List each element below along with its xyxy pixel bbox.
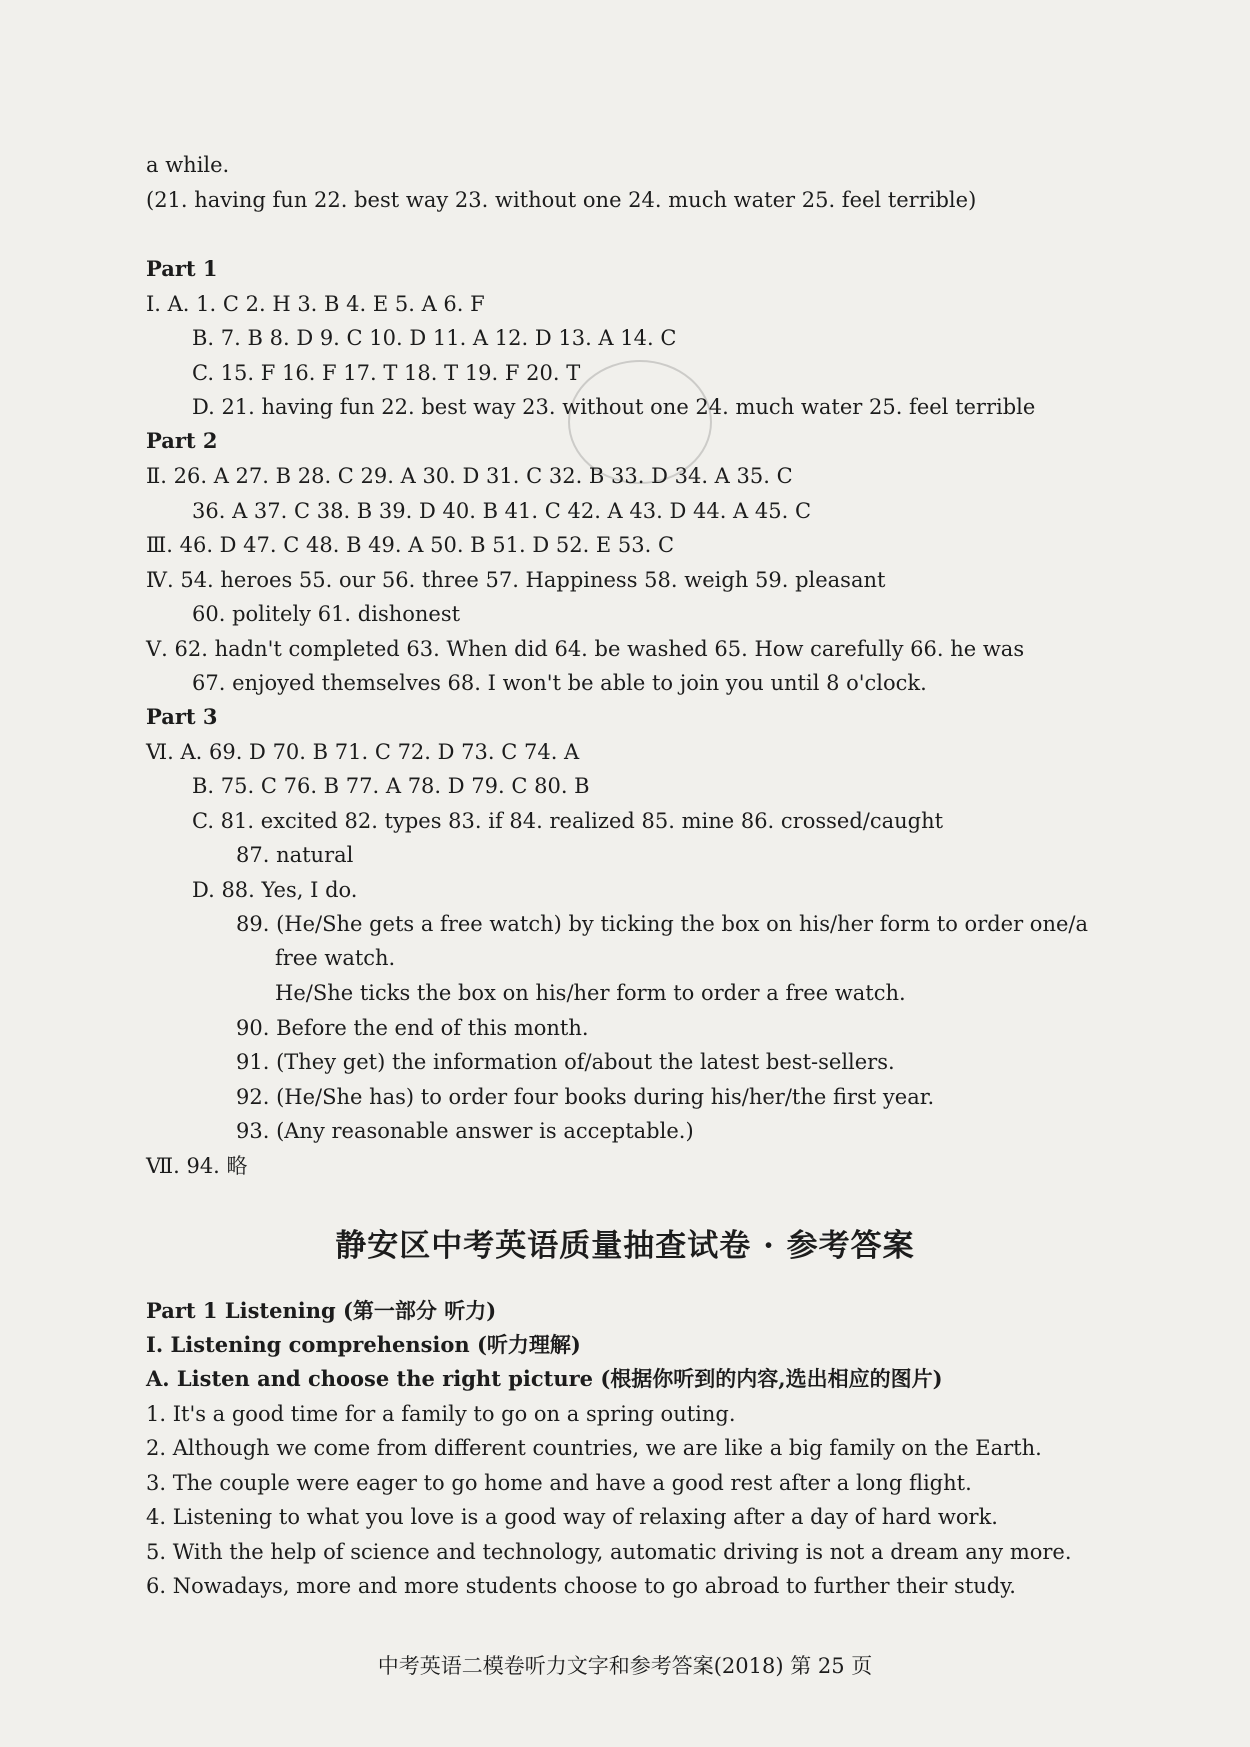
part2-heading: Part 2 [146,428,218,453]
listening-sub2: A. Listen and choose the right picture (根据你听到的内容,选出相应的图片) [146,1366,943,1391]
part3-heading: Part 3 [146,704,218,729]
part2-row: Ⅴ. 62. hadn't completed 63. When did 64. be washed 65. How carefully 66. he was [146,637,1025,661]
part1-row: D. 21. having fun 22. best way 23. without one 24. much water 25. feel terrible [192,395,1036,419]
page-footer: 中考英语二模卷听力文字和参考答案(2018) 第 25 页 [377,1654,873,1678]
part3-row: Ⅵ. A. 69. D 70. B 71. C 72. D 73. C 74. A [146,740,580,764]
section-title: 静安区中考英语质量抽查试卷 · 参考答案 [335,1228,915,1264]
part2-row: 67. enjoyed themselves 68. I won't be able to join you until 8 o'clock. [192,671,927,695]
part2-row: Ⅳ. 54. heroes 55. our 56. three 57. Happiness 58. weigh 59. pleasant [146,568,886,592]
listening-item: 4. Listening to what you love is a good way of relaxing after a day of hard work. [146,1505,998,1529]
part3-row: 91. (They get) the information of/about the latest best-sellers. [236,1050,895,1074]
listening-sub1: Ⅰ. Listening comprehension (听力理解) [146,1332,581,1357]
part1-heading: Part 1 [146,256,218,281]
part3-row: 92. (He/She has) to order four books during his/her/the first year. [236,1085,935,1109]
part3-row: C. 81. excited 82. types 83. if 84. realized 85. mine 86. crossed/caught [192,809,944,833]
top-line-1: a while. [146,153,230,177]
part2-row: Ⅱ. 26. A 27. B 28. C 29. A 30. D 31. C 32. B 33. D 34. A 35. C [146,464,793,488]
part1-row: Ⅰ. A. 1. C 2. H 3. B 4. E 5. A 6. F [146,292,485,316]
part3-row: 93. (Any reasonable answer is acceptable.) [236,1119,694,1143]
part2-row: 60. politely 61. dishonest [192,602,461,626]
listening-item: 5. With the help of science and technology, automatic driving is not a dream any more. [146,1540,1072,1564]
part3-row: 89. (He/She gets a free watch) by ticking the box on his/her form to order one/a [236,912,1088,936]
listening-item: 6. Nowadays, more and more students choose to go abroad to further their study. [146,1574,1016,1598]
part2-row: 36. A 37. C 38. B 39. D 40. B 41. C 42. A 43. D 44. A 45. C [192,499,812,523]
part3-row: D. 88. Yes, I do. [192,878,358,902]
part3-row: Ⅶ. 94. 略 [146,1154,248,1178]
part1-row: B. 7. B 8. D 9. C 10. D 11. A 12. D 13. A 14. C [192,326,677,350]
part2-row: Ⅲ. 46. D 47. C 48. B 49. A 50. B 51. D 52. E 53. C [146,533,675,557]
listening-item: 3. The couple were eager to go home and have a good rest after a long flight. [146,1471,972,1495]
listening-heading: Part 1 Listening (第一部分 听力) [146,1298,497,1323]
listening-item: 2. Although we come from different countries, we are like a big family on the Earth. [146,1436,1042,1460]
part3-row: He/She ticks the box on his/her form to order a free watch. [275,981,906,1005]
listening-item: 1. It's a good time for a family to go on a spring outing. [146,1402,736,1426]
part3-row: 90. Before the end of this month. [236,1016,589,1040]
part3-row: 87. natural [236,843,354,867]
top-line-2: (21. having fun 22. best way 23. without one 24. much water 25. feel terrible) [146,188,977,212]
part1-row: C. 15. F 16. F 17. T 18. T 19. F 20. T [192,361,581,385]
part3-row: B. 75. C 76. B 77. A 78. D 79. C 80. B [192,774,590,798]
part3-row: free watch. [275,946,396,970]
